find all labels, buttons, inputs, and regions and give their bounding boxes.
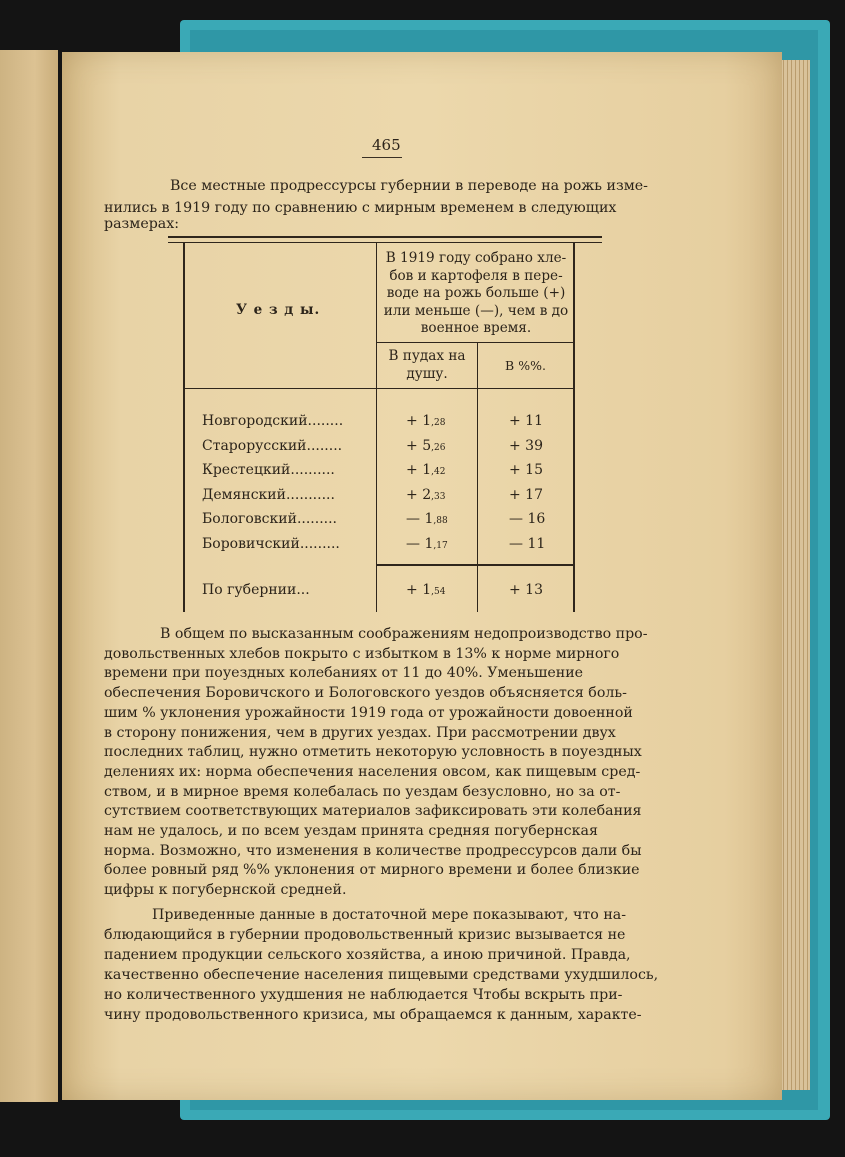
per-capita-decimal: ,28	[431, 418, 446, 428]
text-line: норма. Возможно, что изменения в количестве продрессурсов дали бы	[104, 842, 642, 859]
per-capita-decimal: ,26	[431, 442, 446, 453]
per-capita-sign: +	[406, 437, 418, 454]
per-capita-sign: —	[406, 535, 420, 552]
text-line: Приведенные данные в достаточной мере показывают, что на-	[152, 907, 627, 923]
per-capita-decimal: ,88	[433, 516, 448, 526]
district-name: Новгородский........	[202, 413, 344, 429]
per-capita-integer: 2	[422, 486, 432, 503]
header-main-line: бов и картофеля в пере-	[389, 267, 563, 284]
text-line: времени при поуездных колебаниях от 11 до 40%. Уменьшение	[104, 665, 584, 682]
per-capita-value	[406, 511, 448, 527]
per-capita-sign: +	[406, 582, 418, 598]
per-capita-sign: +	[406, 486, 418, 503]
book-page	[62, 52, 782, 1100]
district-name: Бологовский.........	[202, 511, 337, 527]
header-sub-line: В пудах на	[388, 348, 466, 364]
per-capita-sign: —	[406, 511, 420, 527]
district-name: Демянский...........	[202, 486, 335, 503]
header-sub-line: душу.	[406, 365, 448, 382]
paragraph-1	[104, 625, 648, 901]
header-percent: В %%.	[505, 358, 546, 373]
percent-value: — 11	[509, 535, 546, 552]
per-capita-value	[406, 438, 445, 454]
percent-value: + 15	[509, 462, 543, 478]
per-capita-integer: 5	[422, 437, 432, 454]
district-name: Крестецкий..........	[202, 462, 335, 478]
text-line: нам не удалось, и по всем уездам принята средняя погубернская	[104, 823, 598, 840]
text-line: падением продукции сельского хозяйства, а иною причиной. Правда,	[104, 947, 631, 963]
text-line: качественно обеспечение населения пищевыми средствами ухудшилось,	[104, 967, 659, 983]
intro-paragraph	[104, 176, 648, 236]
per-capita-decimal: ,33	[431, 491, 446, 502]
text-line: Все местные продрессурсы губернии в переводе на рожь изме-	[170, 178, 648, 194]
per-capita-sign: +	[406, 462, 418, 478]
table-top-rule-2	[168, 242, 602, 243]
per-capita-decimal: ,54	[431, 587, 446, 597]
district-name: Старорусский........	[202, 437, 343, 454]
header-main-line: военное время.	[420, 320, 532, 336]
percent-value: + 13	[509, 582, 543, 598]
per-capita-integer: 1	[424, 535, 434, 552]
page-number: 465	[372, 136, 401, 154]
percent-value: + 11	[509, 413, 543, 429]
header-sub-rule	[377, 342, 573, 343]
header-per-capita	[377, 348, 477, 383]
percent-value: — 16	[509, 511, 546, 527]
per-capita-integer: 1	[422, 462, 432, 478]
district-name: Боровичский.........	[202, 535, 340, 552]
text-line: шим % уклонения урожайности 1919 года от урожайности довоенной	[104, 704, 633, 721]
total-rule	[377, 564, 573, 566]
header-main	[378, 250, 574, 338]
text-line: последних таблиц, нужно отметить некоторую условность в поуездных	[104, 744, 642, 761]
paragraph-2	[104, 905, 658, 1025]
table-top-rule	[168, 236, 602, 238]
per-capita-decimal: ,42	[431, 467, 446, 477]
left-page	[0, 50, 58, 1102]
per-capita-value	[406, 536, 448, 552]
header-main-line: воде на рожь больше (+)	[386, 285, 566, 301]
text-line: более ровный ряд %% уклонения от мирного времени и более близкие	[104, 862, 640, 879]
text-line: блюдающийся в губернии продовольственный кризис вызывается не	[104, 927, 626, 943]
text-line: сутствием соответствующих материалов зафиксировать эти колебания	[104, 803, 642, 820]
text-line: ством, и в мирное время колебалась по уездам безусловно, но за от-	[104, 783, 621, 800]
district-name: По губернии...	[202, 582, 310, 598]
header-main-line: В 1919 году собрано хле-	[385, 250, 567, 266]
text-line: чину продовольственного кризиса, мы обращаемся к данным, характе-	[104, 1007, 642, 1023]
column-divider-1	[376, 242, 377, 612]
per-capita-integer: 1	[424, 511, 434, 527]
percent-value: + 17	[509, 486, 543, 503]
per-capita-value	[406, 462, 445, 478]
percent-value: + 39	[509, 437, 543, 454]
text-line: обеспечения Боровичского и Бологовского уездов объясняется боль-	[104, 685, 627, 702]
text-line: В общем по высказанным соображениям недопроизводство про-	[160, 626, 648, 642]
per-capita-value	[406, 413, 445, 429]
column-divider-2	[477, 342, 478, 612]
header-main-line: или меньше (—), чем в до	[383, 302, 569, 319]
header-districts: У е з д ы.	[236, 302, 321, 318]
per-capita-decimal: ,17	[433, 540, 448, 551]
text-line: в сторону понижения, чем в других уездах. При рассмотрении двух	[104, 724, 616, 741]
text-line: довольственных хлебов покрыто с избытком в 13% к норме мирного	[104, 645, 620, 662]
text-line: цифры к погубернской средней.	[104, 882, 347, 899]
per-capita-value	[406, 487, 445, 503]
text-line: размерах:	[104, 216, 180, 232]
table-left-border	[183, 242, 185, 612]
text-line: нились в 1919 году по сравнению с мирным временем в следующих	[104, 199, 617, 216]
per-capita-integer: 1	[422, 413, 432, 429]
page-number-rule	[362, 157, 402, 158]
text-line: но количественного ухудшения не наблюдается Чтобы вскрыть при-	[104, 987, 623, 1003]
per-capita-integer: 1	[422, 582, 432, 598]
text-line: делениях их: норма обеспечения населения овсом, как пищевым сред-	[104, 763, 641, 780]
per-capita-sign: +	[406, 413, 418, 429]
header-bottom-rule	[185, 388, 573, 389]
per-capita-value	[406, 582, 445, 598]
